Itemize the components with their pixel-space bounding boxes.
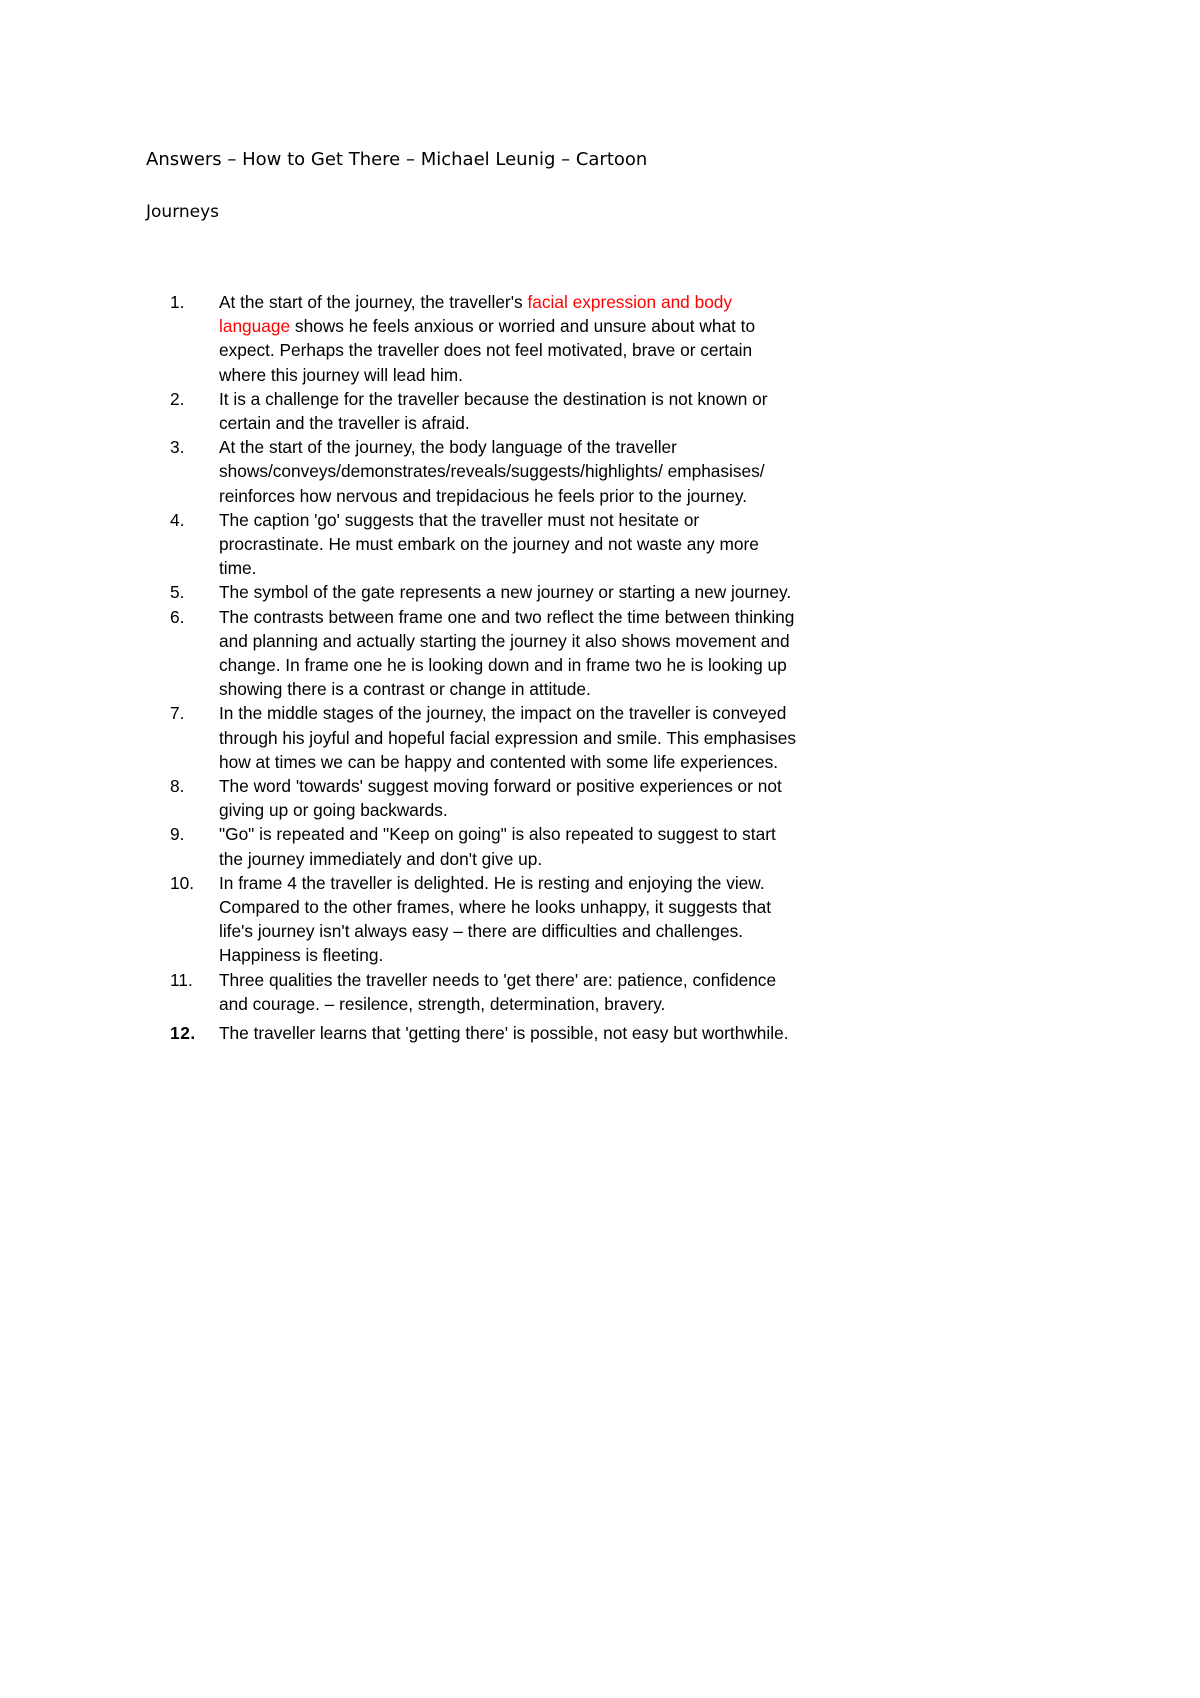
answer-text: The word 'towards' suggest moving forward or positive experiences or not giving up or going backwards. (219, 776, 782, 821)
answer-item-9 (170, 822, 800, 870)
highlighted-phrase: facial expression and body language (219, 292, 733, 337)
answer-number: 11. (170, 969, 193, 990)
answer-number: 9. (170, 824, 185, 845)
answer-text: "Go" is repeated and "Keep on going" is also repeated to suggest to start the journey immediately and don't give up. (219, 824, 776, 869)
answer-text: In the middle stages of the journey, the impact on the traveller is conveyed through his joyful and hopeful facial expression and smile. This emphasises how at times we can be happy and contented with some life experiences. (219, 703, 797, 772)
answer-number: 1. (170, 292, 185, 312)
answer-text: Three qualities the traveller needs to 'get there' are: patience, confidence and courage. – resilence, strength, determination, bravery. (219, 969, 777, 1014)
answer-text: At the start of the journey, the body language of the traveller shows/conveys/demonstrates/reveals/suggests/highlights/ emphasises/ reinforces how nervous and trepidacious he feels prior to the journey. (219, 437, 765, 506)
answer-item-2 (170, 387, 800, 435)
answer-text: The contrasts between frame one and two reflect the time between thinking and planning and actually starting the journey it also shows movement and change. In frame one he is looking down and in frame two he is looking up showing there is a contrast or change in attitude. (219, 606, 795, 700)
answer-text: In frame 4 the traveller is delighted. He is resting and enjoying the view. Compared to the other frames, where he looks unhappy, it suggests that life's journey isn't always easy – there are difficulties and challenges. Happiness is fleeting. (219, 872, 772, 966)
answer-number: 5. (170, 582, 185, 603)
answer-number: 6. (170, 606, 185, 627)
answer-text: The caption 'go' suggests that the traveller must not hesitate or procrastinate. He must embark on the journey and not waste any more time. (219, 509, 759, 579)
answer-text: It is a challenge for the traveller because the destination is not known or certain and the traveller is afraid. (219, 388, 768, 434)
answer-item-3 (170, 435, 800, 508)
answer-item-4 (170, 508, 800, 581)
answer-number: 3. (170, 437, 185, 458)
answer-item-11 (170, 968, 800, 1016)
answer-item-1 (170, 290, 800, 387)
answer-number: 7. (170, 703, 185, 724)
answer-text (219, 290, 800, 387)
answer-number: 12. (170, 1023, 196, 1044)
answer-item-8 (170, 774, 800, 822)
answer-item-12 (170, 1020, 800, 1046)
answer-item-5 (170, 580, 800, 604)
answer-text-after: shows he feels anxious or worried and unsure about what to expect. Perhaps the traveller does not feel motivated, brave or certain where this journey will lead him. (219, 316, 756, 385)
answer-text: The traveller learns that 'getting there' is possible, not easy but worthwhile. (219, 1023, 789, 1044)
answer-item-7 (170, 701, 800, 774)
answer-number: 2. (170, 388, 185, 409)
answer-number: 10. (170, 872, 195, 893)
answer-list (170, 290, 800, 1046)
answer-number: 4. (170, 509, 185, 530)
answer-number: 8. (170, 776, 185, 797)
answer-item-6 (170, 605, 800, 702)
answer-item-10 (170, 871, 800, 968)
page-title: Answers – How to Get There – Michael Leunig – Cartoon (146, 149, 648, 170)
answer-text-before: At the start of the journey, the traveller's (219, 292, 528, 312)
section-subtitle: Journeys (146, 202, 220, 222)
answer-text: The symbol of the gate represents a new journey or starting a new journey. (219, 582, 792, 603)
